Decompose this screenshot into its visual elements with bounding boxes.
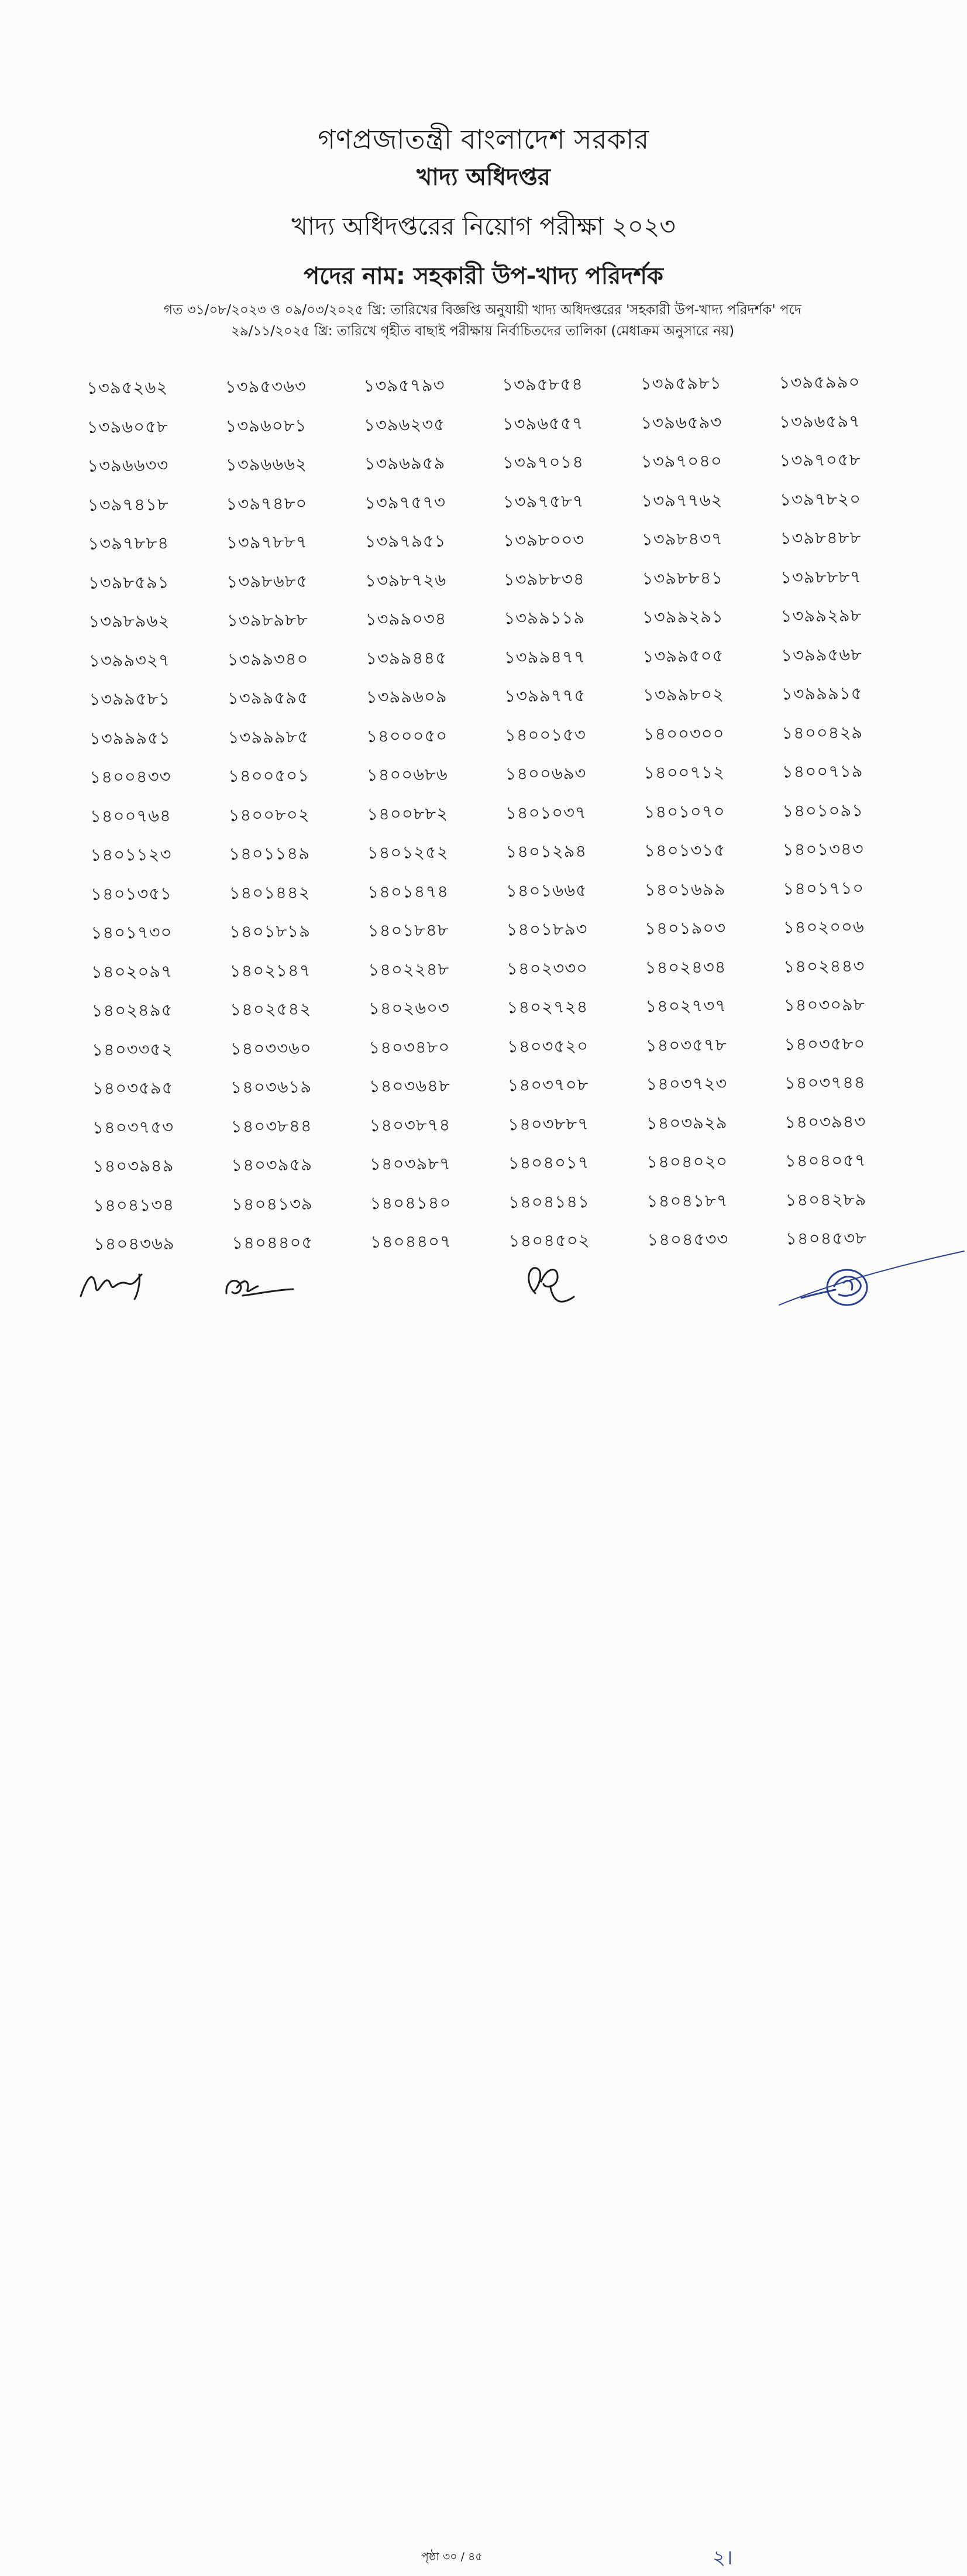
roll-number-cell: ১৪০৩৪৮০ xyxy=(369,1036,450,1057)
roll-number-cell: ১৩৯৭০১৪ xyxy=(503,452,584,473)
roll-number-cell: ১৩৯৯৩৪০ xyxy=(227,648,309,669)
roll-number-cell: ১৩৯৭৭৬২ xyxy=(641,489,723,510)
roll-number-cell: ১৩৯৯২৯১ xyxy=(642,606,724,627)
roll-number-cell: ১৪০০৮০২ xyxy=(228,804,310,825)
roll-number-cell: ১৩৯৬৫৯৩ xyxy=(641,411,722,432)
roll-number-cell: ১৪০১০৭০ xyxy=(643,801,725,822)
roll-number-cell: ১৪০০৪৩৩ xyxy=(90,766,171,787)
government-heading: গণপ্রজাতন্ত্রী বাংলাদেশ সরকার xyxy=(318,123,649,155)
roll-number-cell: ১৪০১৪৭৪ xyxy=(367,881,449,902)
roll-number-cell: ১৩৯৬২৩৫ xyxy=(363,414,446,435)
roll-number-cell: ১৪০৩৮৭৪ xyxy=(369,1114,451,1135)
roll-number-cell: ১৩৯৭৫৭৩ xyxy=(364,492,446,513)
roll-number-cell: ১৪০০৭১৯ xyxy=(782,761,863,782)
roll-number-cell: ১৪০২৩৩০ xyxy=(506,957,589,978)
notice-text xyxy=(76,300,889,342)
roll-number-cell: ১৩৯৯২৯৮ xyxy=(780,605,862,626)
roll-number-cell: ১৪০২২৪৮ xyxy=(368,959,450,980)
roll-number-cell: ১৪০৩৯৪৯ xyxy=(92,1155,174,1176)
notice-line-1: গত ৩১/০৮/২০২৩ ও ০৯/০৩/২০২৫ খ্রি: তারিখের বিজ্ঞপ্তি অনুযায়ী খাদ্য অধিদপ্তরের 'সহকারী উপ-খাদ্য পরিদর্শক' পদে xyxy=(164,303,801,318)
roll-number-cell: ১৩৯৯৯১৫ xyxy=(781,683,863,704)
roll-number-cell: ১৪০৩৭০৮ xyxy=(507,1074,589,1095)
roll-number-cell: ১৪০১৩৪৩ xyxy=(782,839,864,860)
roll-number-cell: ১৩৯৮৫৯১ xyxy=(88,572,170,593)
roll-number-cell: ১৩৯৮৮৪১ xyxy=(642,567,724,588)
roll-number-cell: ১৪০০১৫৩ xyxy=(504,724,586,745)
exam-title: খাদ্য অধিদপ্তরের নিয়োগ পরীক্ষা ২০২৩ xyxy=(291,212,676,241)
roll-number-cell: ১৩৯৮৯৮৮ xyxy=(226,609,308,630)
roll-number-cell: ১৩৯৫৩৬৩ xyxy=(225,376,307,397)
roll-number-cell: ১৩৯৭০৫৮ xyxy=(779,449,861,470)
roll-number-cell: ১৪০২৭৩৭ xyxy=(645,995,727,1016)
roll-number-cell: ১৪০৩৯৮৭ xyxy=(369,1153,451,1174)
roll-number-cell: ১৪০১১২৩ xyxy=(90,844,172,865)
roll-number-cell: ১৪০১৪৪২ xyxy=(229,882,311,903)
roll-number-cell: ১৩৯৬৬৬২ xyxy=(225,454,308,475)
roll-number-cell: ১৩৯৬৫৫৭ xyxy=(502,413,584,434)
roll-number-cell: ১৩৯৫৯৮১ xyxy=(640,373,722,394)
roll-number-cell: ১৪০৪০২০ xyxy=(646,1151,728,1172)
roll-number-cell: ১৪০৩৯৪৩ xyxy=(784,1111,866,1132)
document-header xyxy=(0,120,967,293)
roll-number-cell: ১৩৯৭৪১৮ xyxy=(87,494,169,515)
notice-line-2: ২৯/১১/২০২৫ খ্রি: তারিখে গৃহীত বাছাই পরীক্ষায় নির্বাচিতদের তালিকা (মেধাক্রম অনুসারে নয়) xyxy=(230,324,735,339)
roll-number-cell: ১৪০২০০৬ xyxy=(783,916,865,937)
roll-number-cell: ১৩৯৮৭২৬ xyxy=(365,569,447,590)
roll-number-cell: ১৪০৩৩৬০ xyxy=(230,1038,312,1059)
roll-number-cell: ১৪০১৬৯৯ xyxy=(644,878,726,899)
roll-number-cell: ১৩৯৫৮৫৪ xyxy=(502,374,584,395)
roll-number-cell: ১৩৯৮৪৩৭ xyxy=(641,528,723,549)
roll-number-cell: ১৪০২৪৯৫ xyxy=(91,1000,173,1021)
roll-number-cell: ১৪০৪০৫৭ xyxy=(784,1150,866,1171)
roll-number-cell: ১৪০১৩৫১ xyxy=(90,883,172,904)
roll-number-cell: ১৩৯৭৮৮৭ xyxy=(226,531,308,552)
roll-number-cell: ১৪০১৮১৯ xyxy=(229,921,311,942)
roll-number-cell: ১৩৯৫২৬২ xyxy=(87,377,168,398)
roll-number-cell: ১৪০৩৬১৯ xyxy=(230,1076,312,1097)
roll-number-cell: ১৪০৩৬৪৮ xyxy=(369,1075,450,1097)
roll-number-cell: ১৪০৪৫৩৩ xyxy=(647,1229,729,1250)
roll-number-cell: ১৪০১৮৯৩ xyxy=(506,919,588,940)
roll-number-cell: ১৩৯৮৮৩৪ xyxy=(503,568,585,589)
roll-number-cell: ১৩৯৬০৮১ xyxy=(225,415,307,436)
roll-number-cell: ১৩৯৮৬৮৫ xyxy=(226,571,308,592)
roll-number-cell: ১৩৯৮৮৮৭ xyxy=(780,566,862,587)
roll-number-cell: ১৩৯৮৯৬২ xyxy=(88,610,170,631)
roll-number-cell: ১৩৯৫৭৯৩ xyxy=(363,375,445,396)
roll-number-cell: ১৩৯৬০৫৮ xyxy=(87,416,168,437)
roll-number-cell: ১৪০১০৩৭ xyxy=(505,802,587,823)
roll-number-cell: ১৪০৩৯২৯ xyxy=(646,1112,728,1133)
roll-number-cell: ১৪০৩৮৪৪ xyxy=(230,1115,312,1136)
signature-2 xyxy=(219,1270,295,1305)
roll-number-cell: ১৪০৪৫৩৮ xyxy=(785,1228,867,1249)
roll-number-cell: ১৩৯৯৫৮১ xyxy=(89,688,171,709)
roll-number-cell: ১৪০৩৫৭৮ xyxy=(645,1034,727,1055)
roll-number-cell: ১৩৯৯৭৭৫ xyxy=(504,685,586,706)
roll-number-cell: ১৩৯৭৮২০ xyxy=(779,488,862,509)
roll-number-cell: ১৪০৩৭৫৩ xyxy=(92,1117,174,1138)
roll-number-cell: ১৪০১৭৩০ xyxy=(91,922,173,943)
roll-number-cell: ১৪০২৬০৩ xyxy=(368,997,450,1019)
roll-number-cell: ১৩৯৯৬০৯ xyxy=(366,686,448,707)
roll-number-cell: ১৩৯৮৪৮৮ xyxy=(780,527,862,548)
roll-number-cell: ১৩৯৯৫৬৮ xyxy=(781,644,863,665)
roll-number-table xyxy=(69,362,907,1264)
roll-number-cell: ১৪০০৮৮২ xyxy=(367,803,449,824)
roll-number-cell: ১৪০১২৫২ xyxy=(367,842,449,863)
roll-number-cell: ১৪০২০৯৭ xyxy=(91,961,173,982)
roll-number-cell: ১৪০০৬৯৩ xyxy=(505,763,587,784)
roll-number-cell: ১৪০৪১৪১ xyxy=(508,1191,590,1212)
roll-number-cell: ১৩৯৭৪৮০ xyxy=(226,493,308,514)
roll-number-cell: ১৪০১৩১৫ xyxy=(644,840,726,861)
roll-number-cell: ১৪০৩০৯৮ xyxy=(783,994,865,1015)
roll-number-cell: ১৪০০৪২৯ xyxy=(782,722,863,743)
roll-number-cell: ১৩৯৭৮৮৪ xyxy=(88,533,170,554)
roll-number-cell: ১৩৯৯৫০৫ xyxy=(642,645,724,666)
roll-number-cell: ১৪০০৬৮৬ xyxy=(366,764,448,785)
roll-number-cell: ১৪০১৬৬৫ xyxy=(505,880,587,901)
roll-number-cell: ১৪০০৭৬৪ xyxy=(90,805,172,826)
roll-number-cell: ১৩৯৯৯৮৫ xyxy=(228,726,309,747)
roll-number-cell: ১৩৯৯৪৪৫ xyxy=(366,647,448,668)
signature-1 xyxy=(76,1264,152,1305)
department-heading: খাদ্য অধিদপ্তর xyxy=(417,164,550,191)
roll-number-cell: ১৪০২৫৪২ xyxy=(230,998,312,1019)
roll-number-cell: ১৩৯৬৬৩৩ xyxy=(87,455,169,476)
page-number: পৃষ্ঠা ৩০ / ৪৫ xyxy=(421,2550,483,2563)
roll-number-cell: ১৩৯৯৮০২ xyxy=(642,684,725,705)
margin-mark: ২। xyxy=(713,2546,733,2570)
roll-number-cell: ১৪০১৯০৩ xyxy=(645,918,727,939)
roll-number-cell: ১৩৯৭০৪০ xyxy=(641,451,722,472)
roll-number-cell: ১৪০৩৮৮৭ xyxy=(508,1113,590,1134)
roll-number-cell: ১৪০১৮৪৮ xyxy=(367,919,449,941)
roll-number-cell: ১৪০১২৯৪ xyxy=(505,841,587,862)
roll-number-cell: ১৩৯৬৫৯৭ xyxy=(779,410,861,431)
roll-number-cell: ১৪০৪৫০২ xyxy=(508,1230,590,1251)
roll-number-cell: ১৩৯৫৯৯০ xyxy=(779,372,861,393)
roll-number-cell: ১৪০১০৯১ xyxy=(782,799,864,820)
roll-number-cell: ১৪০৩৫৮০ xyxy=(784,1033,866,1054)
roll-number-cell: ১৩৯৯৯৫১ xyxy=(89,727,171,748)
roll-number-cell: ১৪০২৭২৪ xyxy=(507,997,589,1018)
roll-number-cell: ১৪০০০৫০ xyxy=(366,725,448,746)
roll-number-cell: ১৪০০৫০১ xyxy=(228,765,310,786)
roll-number-cell: ১৩৯৯০৩৪ xyxy=(365,608,447,630)
roll-number-cell: ১৩৯৮০০৩ xyxy=(503,530,585,551)
roll-number-cell: ১৩৯৯৫৯৫ xyxy=(227,687,309,708)
roll-number-cell: ১৩৯৯৪৭৭ xyxy=(504,646,586,667)
roll-number-cell: ১৪০২১৪৭ xyxy=(229,960,311,981)
roll-number-cell: ১৪০৪১৩৯ xyxy=(231,1193,313,1214)
roll-number-cell: ১৪০০৩০০ xyxy=(643,723,725,744)
roll-number-cell: ১৪০২৪৪৩ xyxy=(783,955,865,976)
roll-number-cell: ১৩৯৭৫৮৭ xyxy=(503,490,584,511)
roll-number-cell: ১৪০২৪৩৪ xyxy=(645,956,727,977)
signature-4 xyxy=(778,1241,965,1317)
roll-number-cell: ১৪০৩৭২৩ xyxy=(646,1073,728,1094)
roll-number-cell: ১৪০৩৫২০ xyxy=(507,1035,589,1056)
roll-number-cell: ১৪০৩৯৫৯ xyxy=(231,1154,313,1175)
roll-number-cell: ১৪০০৭১২ xyxy=(643,762,725,783)
roll-number-cell: ১৩৯৬৯৫৯ xyxy=(364,452,446,474)
roll-number-cell: ১৪০৪৩৬৯ xyxy=(93,1233,175,1254)
roll-number-cell: ১৪০৩৭৪৪ xyxy=(784,1072,866,1093)
roll-number-cell: ১৪০৪২৮৯ xyxy=(785,1189,867,1210)
roll-number-cell: ১৪০১১৪৯ xyxy=(229,843,311,864)
roll-number-cell: ১৪০৪০১৭ xyxy=(508,1152,590,1173)
roll-number-cell: ১৪০৪১৪০ xyxy=(370,1192,452,1213)
roll-number-cell: ১৪০১৭১০ xyxy=(783,877,865,898)
footer xyxy=(0,1264,967,2570)
roll-number-cell: ১৪০৪১৮৭ xyxy=(646,1190,728,1211)
roll-number-cell: ১৪০৪১৩৪ xyxy=(93,1194,175,1215)
signature-3 xyxy=(518,1258,582,1311)
roll-number-cell: ১৪০৪৪০৫ xyxy=(232,1232,314,1253)
post-name: পদের নাম: সহকারী উপ-খাদ্য পরিদর্শক xyxy=(304,263,663,290)
roll-number-cell: ১৪০৩৩৫২ xyxy=(92,1039,174,1060)
roll-number-cell: ১৩৯৯১১৯ xyxy=(504,607,586,628)
roll-number-cell: ১৪০৩৫৯৫ xyxy=(92,1077,174,1098)
roll-number-cell: ১৩৯৭৯৫১ xyxy=(364,530,446,552)
roll-number-cell: ১৪০৪৪০৭ xyxy=(370,1231,452,1252)
roll-number-cell: ১৩৯৯৩২৭ xyxy=(88,650,170,671)
